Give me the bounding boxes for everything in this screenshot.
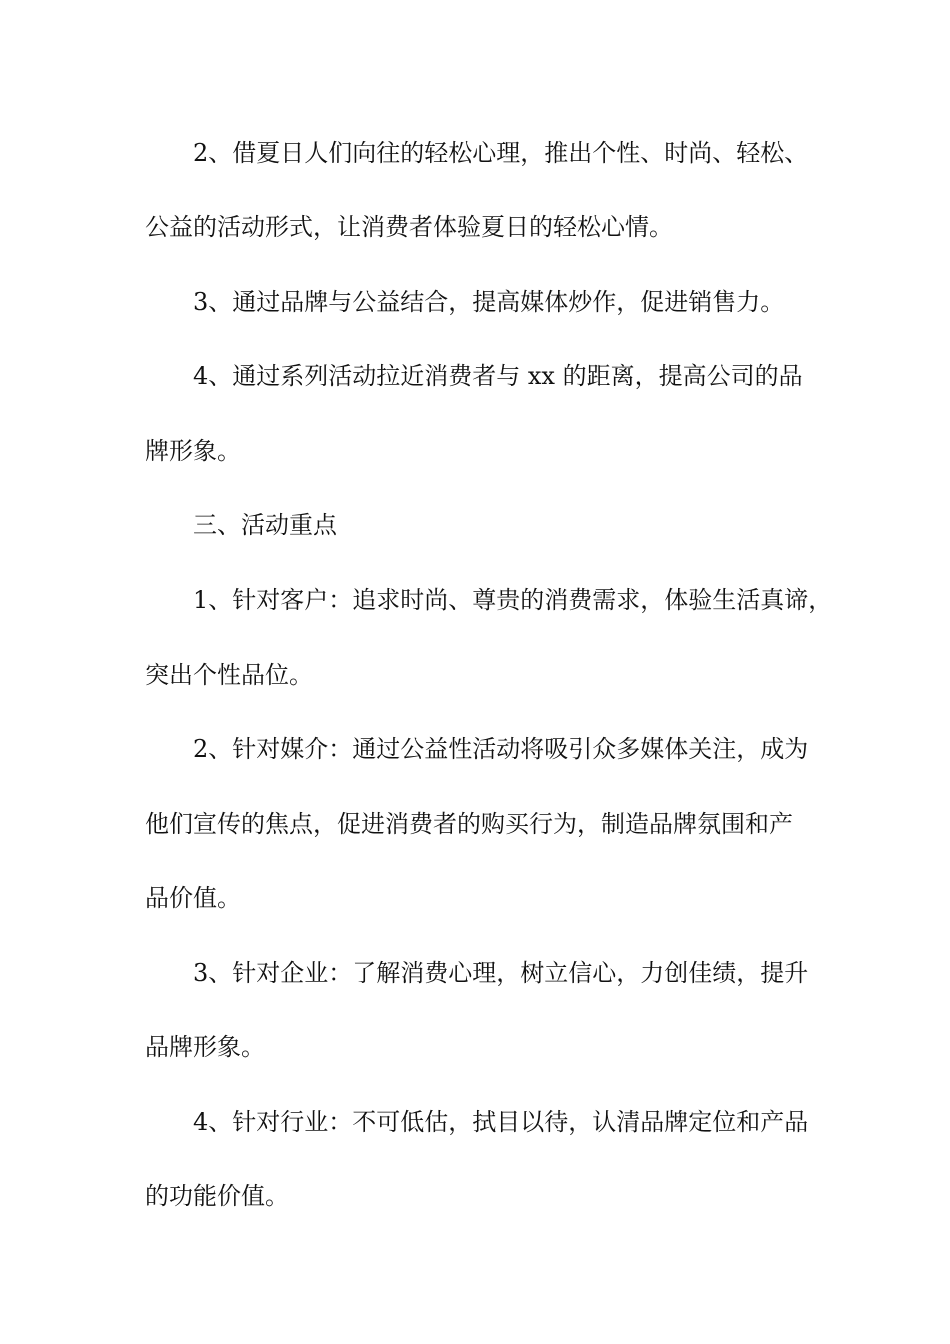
paragraph-line: 公益的活动形式，让消费者体验夏日的轻松心情。	[145, 213, 673, 241]
paragraph-line: 4、针对行业：不可低估，拭目以待，认清品牌定位和产品	[193, 1108, 809, 1136]
paragraph-line: 3、针对企业：了解消费心理，树立信心，力创佳绩，提升	[193, 959, 809, 987]
paragraph-line: 2、借夏日人们向往的轻松心理，推出个性、时尚、轻松、	[193, 139, 809, 167]
paragraph-line: 品牌形象。	[145, 1033, 265, 1061]
paragraph-line: 他们宣传的焦点，促进消费者的购买行为，制造品牌氛围和产	[145, 810, 793, 838]
paragraph-line: 牌形象。	[145, 437, 241, 465]
paragraph-line: 品价值。	[145, 884, 241, 912]
paragraph-line: 突出个性品位。	[145, 661, 313, 689]
section-heading: 三、活动重点	[193, 511, 337, 539]
paragraph-line: 4、通过系列活动拉近消费者与 xx 的距离，提高公司的品	[193, 362, 803, 390]
paragraph-line: 1、针对客户：追求时尚、尊贵的消费需求，体验生活真谛，	[193, 586, 833, 614]
paragraph-line: 3、通过品牌与公益结合，提高媒体炒作，促进销售力。	[193, 288, 785, 316]
paragraph-line: 的功能价值。	[145, 1182, 289, 1210]
paragraph-line: 2、针对媒介：通过公益性活动将吸引众多媒体关注，成为	[193, 735, 809, 763]
